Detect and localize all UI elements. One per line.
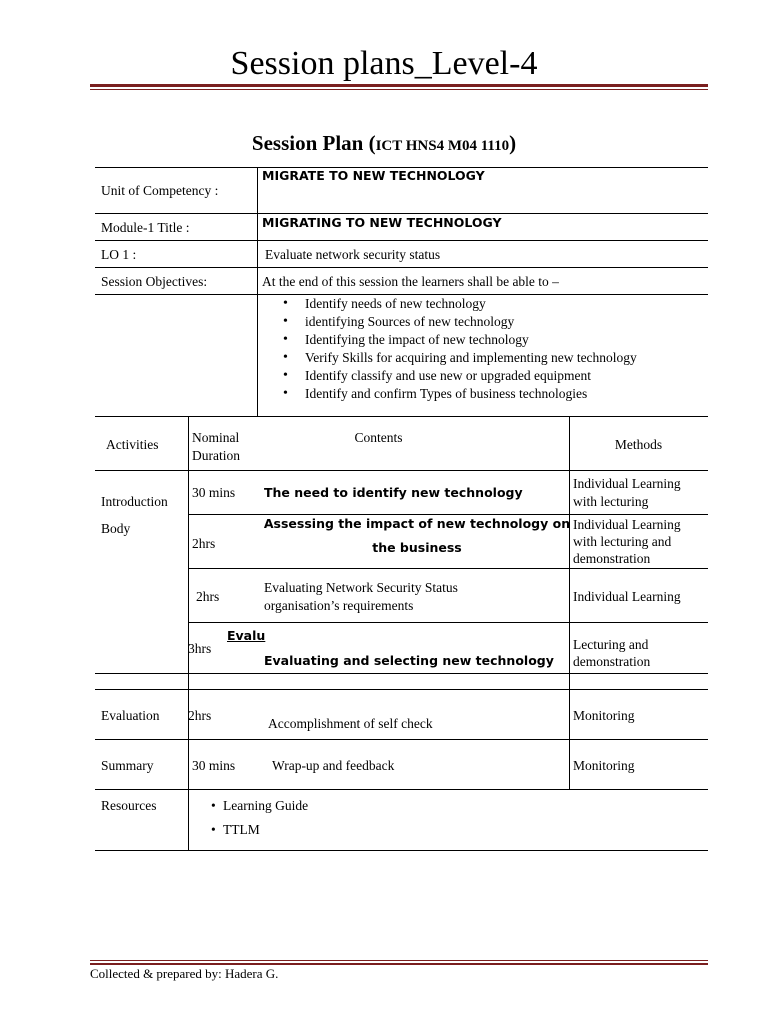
header-duration-line2: Duration — [192, 448, 240, 463]
table-line — [95, 470, 708, 471]
introduction-content: The need to identify new technology — [264, 485, 523, 500]
activity-summary: Summary — [101, 758, 154, 773]
table-line — [188, 622, 708, 623]
objective-item: • Identify and confirm Types of business technologies — [281, 385, 637, 403]
footer-rule-thick — [90, 963, 708, 965]
header-duration-line1: Nominal — [192, 430, 240, 445]
summary-duration: 30 mins — [192, 758, 236, 773]
table-line — [95, 416, 708, 417]
body3-content: Evaluating and selecting new technology — [264, 653, 554, 668]
evaluation-duration: 2hrs — [188, 708, 212, 723]
table-line — [95, 267, 708, 268]
session-plan-title-text: Session Plan ( — [251, 131, 376, 155]
session-objectives-label: Session Objectives: — [101, 274, 208, 289]
table-line — [95, 850, 708, 851]
lo-value: Evaluate network security status — [265, 247, 441, 262]
table-line — [95, 789, 708, 790]
objective-item: • Identify needs of new technology — [281, 295, 637, 313]
evaluation-method: Monitoring — [573, 708, 635, 723]
objective-item: • Identify classify and use new or upgraded equipment — [281, 367, 637, 385]
activity-introduction: Introduction — [101, 494, 168, 509]
footer-rule-thin — [90, 960, 708, 961]
activity-resources: Resources — [101, 798, 157, 813]
body1-content-line1: Assessing the impact of new technology on — [263, 516, 571, 531]
table-line — [188, 416, 189, 850]
body3-content-fragment: Evalu — [227, 628, 266, 643]
session-plan-title — [0, 130, 768, 159]
lo-label: LO 1 : — [101, 247, 137, 262]
objective-item: • Identifying the impact of new technology — [281, 331, 637, 349]
header-methods: Methods — [614, 437, 663, 452]
header-contents: Contents — [354, 430, 403, 445]
footer-credit: Collected & prepared by: Hadera G. — [90, 966, 279, 981]
body1-content-line2: the business — [372, 540, 462, 555]
objectives-list — [281, 295, 637, 403]
evaluation-content: Accomplishment of self check — [268, 716, 433, 731]
module-title-label: Module-1 Title : — [101, 220, 190, 235]
body1-method-line3: demonstration — [573, 551, 651, 566]
activity-evaluation: Evaluation — [101, 708, 160, 723]
table-line — [95, 673, 708, 674]
session-objectives-value: At the end of this session the learners shall be able to – — [262, 274, 559, 289]
body2-method: Individual Learning — [573, 589, 681, 604]
table-line — [188, 568, 708, 569]
body2-duration: 2hrs — [196, 589, 220, 604]
page-header-title: Session plans_Level-4 — [230, 45, 538, 82]
introduction-duration: 30 mins — [192, 485, 236, 500]
body3-method-line2: demonstration — [573, 654, 651, 669]
unit-of-competency-value: MIGRATE TO NEW TECHNOLOGY — [262, 168, 485, 183]
body2-content-line2: organisation’s requirements — [264, 598, 414, 613]
summary-content: Wrap-up and feedback — [272, 758, 395, 773]
objective-item: • identifying Sources of new technology — [281, 313, 637, 331]
session-plan-title-close: ) — [509, 131, 517, 155]
body2-content-line1: Evaluating Network Security Status — [264, 580, 458, 595]
header-rule-thin — [90, 89, 708, 90]
table-line — [257, 167, 258, 416]
objective-item: • Verify Skills for acquiring and implementing new technology — [281, 349, 637, 367]
table-line — [569, 416, 570, 789]
table-line — [95, 240, 708, 241]
body1-duration: 2hrs — [192, 536, 216, 551]
body3-duration: 3hrs — [188, 641, 212, 656]
summary-method: Monitoring — [573, 758, 635, 773]
resource-item: • TTLM — [211, 818, 308, 842]
table-line — [95, 689, 708, 690]
table-line — [95, 739, 708, 740]
activity-body: Body — [101, 521, 131, 536]
session-plan-code: ICT HNS4 M04 1110 — [375, 138, 510, 154]
resource-item: • Learning Guide — [211, 794, 308, 818]
introduction-method-line1: Individual Learning — [573, 476, 681, 491]
header-rule-thick — [90, 84, 708, 87]
resources-list — [211, 794, 308, 842]
module-title-value: MIGRATING TO NEW TECHNOLOGY — [262, 215, 502, 230]
body3-method-line1: Lecturing and — [573, 637, 649, 652]
header-activities: Activities — [106, 437, 159, 452]
body1-method-line1: Individual Learning — [573, 517, 681, 532]
unit-of-competency-label: Unit of Competency : — [101, 183, 219, 198]
introduction-method-line2: with lecturing — [573, 494, 649, 509]
body1-method-line2: with lecturing and — [573, 534, 672, 549]
